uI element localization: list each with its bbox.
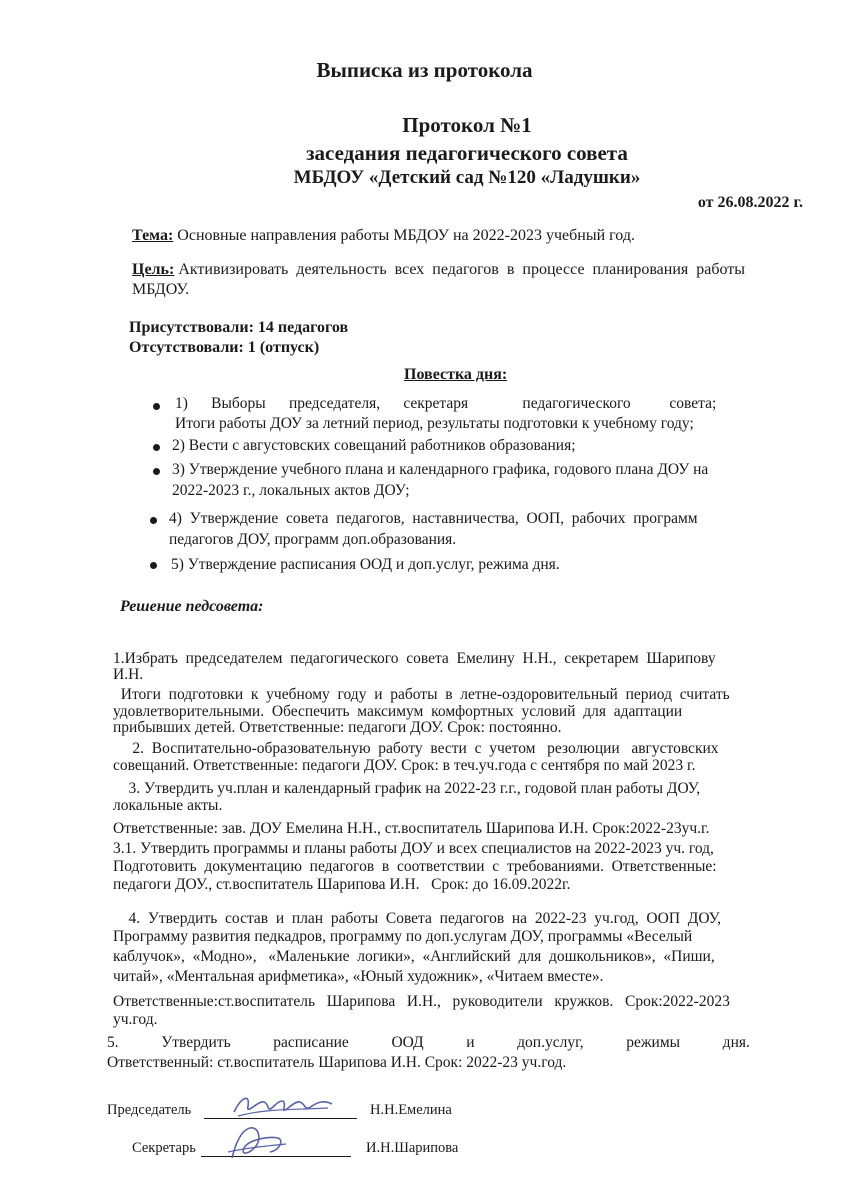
agenda-item-4-line1: 4) Утверждение совета педагогов, наставничества, ООП, рабочих программ: [169, 510, 698, 527]
decision-line: совещаний. Ответственные: педагоги ДОУ. Срок: в теч.уч.года с сентября по май 2023 г.: [113, 757, 696, 774]
secretary-name: И.Н.Шарипова: [366, 1140, 459, 1156]
decision-line: педагоги ДОУ., ст.воспитатель Шарипова И.Н. Срок: до 16.09.2022г.: [113, 876, 571, 893]
decision-line: уч.год.: [113, 1011, 158, 1028]
agenda-item-5: 5) Утверждение расписания ООД и доп.услуг, режима дня.: [171, 556, 560, 573]
protocol-title: Протокол №1: [402, 113, 532, 137]
decision-line: 5. Утвердить расписание ООД и доп.услуг, режимы дня.: [107, 1034, 750, 1051]
decision-line: локальные акты.: [113, 797, 223, 814]
meeting-title: заседания педагогического совета: [306, 141, 628, 165]
topic-label: Тема:: [132, 227, 174, 244]
decision-line: 1.Избрать председателем педагогического совета Емелину Н.Н., секретарем Шарипову: [113, 650, 716, 667]
secretary-label: Секретарь: [132, 1140, 196, 1156]
agenda-item-3-line2: 2022-2023 г., локальных актов ДОУ;: [172, 482, 410, 499]
org-name: МБДОУ «Детский сад №120 «Ладушки»: [293, 167, 641, 188]
decision-line: читай», «Ментальная арифметика», «Юный художник», «Читаем вместе».: [113, 968, 604, 985]
agenda-item-4-line2: педагогов ДОУ, программ доп.образования.: [169, 531, 457, 548]
bullet-icon: [150, 562, 157, 569]
decision-line: 4. Утвердить состав и план работы Совета педагогов на 2022-23 уч.год, ООП ДОУ,: [113, 910, 721, 927]
agenda-item-1-line1: 1) Выборы председателя, секретаря педагогического совета;: [175, 395, 717, 412]
decision-line: 2. Воспитательно-образовательную работу вести с учетом резолюции августовских: [113, 740, 719, 757]
decision-line: прибывших детей. Ответственные: педагоги ДОУ. Срок: постоянно.: [113, 719, 562, 736]
goal: [132, 261, 800, 279]
topic: [132, 227, 635, 245]
decision-line: Ответственный: ст.воспитатель Шарипова И.Н. Срок: 2022-23 уч.год.: [107, 1054, 567, 1071]
decision-line: Ответственные:ст.воспитатель Шарипова И.Н., руководители кружков. Срок:2022-2023: [113, 993, 730, 1010]
decision-line: И.Н.: [113, 666, 144, 683]
bullet-icon: [153, 403, 160, 410]
decision-line: 3.1. Утвердить программы и планы работы ДОУ и всех специалистов на 2022-2023 уч. год,: [113, 840, 714, 857]
protocol-date: от 26.08.2022 г.: [697, 194, 803, 211]
extract-title: Выписка из протокола: [316, 58, 533, 82]
agenda-item-2: 2) Вести с августовских совещаний работников образования;: [172, 437, 576, 454]
chair-signature-icon: [228, 1090, 338, 1124]
bullet-icon: [153, 468, 160, 475]
goal-text-line2: МБДОУ.: [132, 281, 190, 298]
bullet-icon: [150, 517, 157, 524]
agenda-title: Повестка дня:: [404, 366, 508, 383]
decision-line: удовлетворительными. Обеспечить максимум комфортных условий для адаптации: [113, 703, 683, 720]
goal-text-line1: Активизировать деятельность всех педагогов в процессе планирования работы: [178, 261, 746, 278]
attendance-absent: Отсутствовали: 1 (отпуск): [129, 339, 320, 356]
chair-label: Председатель: [107, 1102, 192, 1118]
decision-line: Итоги подготовки к учебному году и работы в летне-оздоровительный период считать: [113, 686, 730, 703]
decision-line: каблучок», «Модно», «Маленькие логики», «Английский для дошкольников», «Пиши,: [113, 948, 715, 965]
decision-title: Решение педсовета:: [120, 598, 264, 615]
decision-line: Ответственные: зав. ДОУ Емелина Н.Н., ст.воспитатель Шарипова И.Н. Срок:2022-23уч.г.: [113, 820, 710, 837]
secretary-signature-icon: [222, 1122, 292, 1166]
decision-line: 3. Утвердить уч.план и календарный график на 2022-23 г.г., годовой план работы ДОУ,: [113, 780, 701, 797]
agenda-item-3-line1: 3) Утверждение учебного плана и календарного графика, годового плана ДОУ на: [172, 461, 709, 478]
agenda-item-1-line2: Итоги работы ДОУ за летний период, результаты подготовки к учебному году;: [175, 415, 694, 432]
decision-line: Подготовить документацию педагогов в соответствии с требованиями. Ответственные:: [113, 858, 717, 875]
attendance-present: Присутствовали: 14 педагогов: [129, 319, 349, 336]
bullet-icon: [153, 444, 160, 451]
decision-line: Программу развития педкадров, программу по доп.услугам ДОУ, программы «Веселый: [113, 928, 693, 945]
chair-name: Н.Н.Емелина: [370, 1102, 452, 1118]
topic-text: Основные направления работы МБДОУ на 2022-2023 учебный год.: [177, 227, 635, 244]
goal-label: Цель:: [132, 261, 175, 278]
